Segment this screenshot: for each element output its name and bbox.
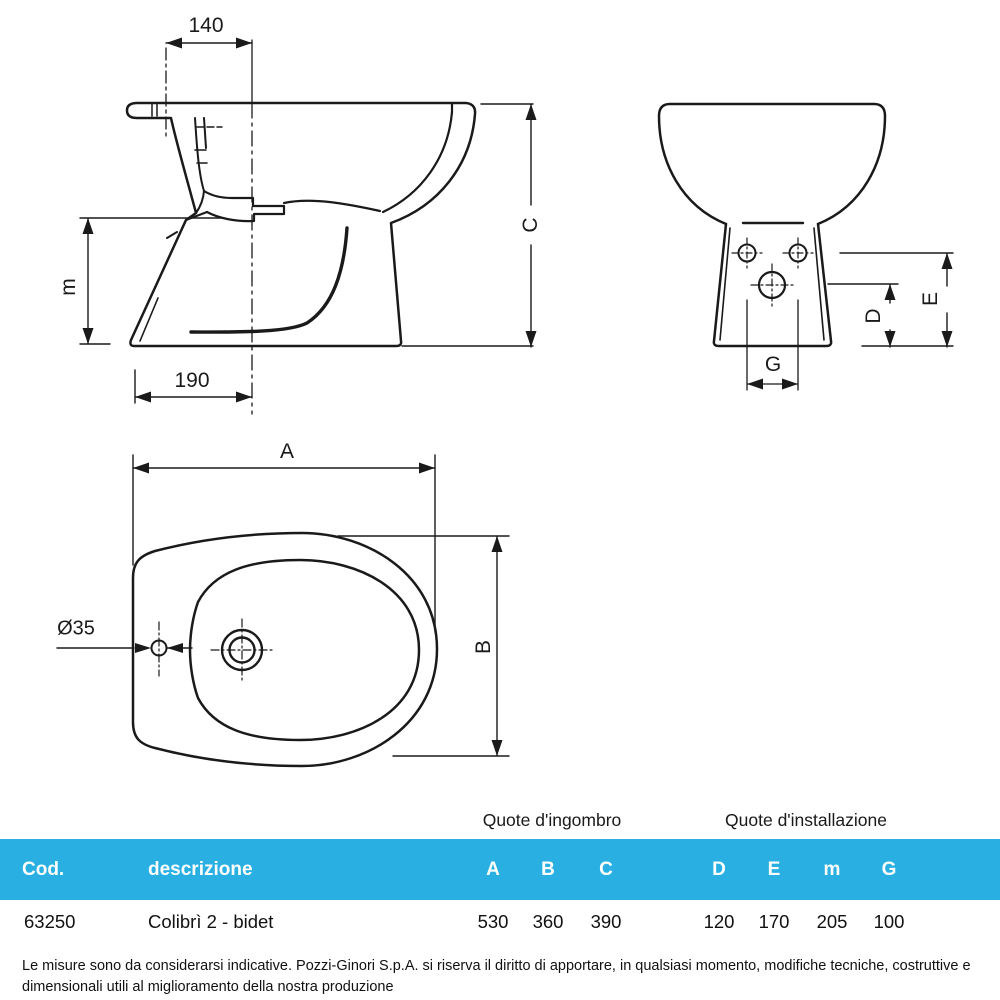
col-header-m: m (823, 859, 841, 880)
dim-label-E: E (919, 291, 942, 307)
cell-m: 205 (816, 911, 848, 932)
col-header-c: C (599, 859, 613, 880)
group-header-installazione: Quote d'installazione (725, 810, 887, 830)
dim-label-m: m (57, 278, 80, 296)
dim-label-A: A (279, 440, 295, 463)
table-header-row (0, 839, 1000, 900)
col-header-d: D (712, 859, 726, 880)
dim-label-190: 190 (174, 369, 210, 392)
cell-e: 170 (758, 911, 790, 932)
cell-c: 390 (590, 911, 622, 932)
dim-label-D: D (862, 308, 885, 324)
disclaimer-note: Le misure sono da considerarsi indicative. Pozzi-Ginori S.p.A. si riserva il diritto di apportare, in qualsiasi momento, modifiche tecniche, costruttive e dimensionali utili al miglioramento della nostra produzione (22, 958, 971, 995)
cell-b: 360 (532, 911, 564, 932)
back-view (659, 104, 953, 390)
dim-label-G: G (764, 353, 782, 376)
col-header-b: B (541, 859, 555, 880)
table-row (0, 900, 1000, 944)
dim-label-B: B (472, 639, 495, 655)
cell-cod: 63250 (24, 911, 76, 932)
side-section-view (80, 38, 537, 415)
top-view (57, 455, 509, 766)
group-header-ingombro: Quote d'ingombro (482, 810, 622, 830)
col-header-cod: Cod. (22, 859, 65, 880)
col-header-e: E (767, 859, 781, 880)
cell-descrizione: Colibrì 2 - bidet (148, 911, 274, 932)
dim-label-140: 140 (188, 14, 224, 37)
col-header-g: G (881, 859, 897, 880)
dim-label-diameter-35: Ø35 (57, 617, 95, 640)
cell-g: 100 (873, 911, 905, 932)
cell-a: 530 (477, 911, 509, 932)
col-header-a: A (486, 859, 500, 880)
dim-label-C: C (519, 217, 542, 233)
col-header-descrizione: descrizione (148, 859, 253, 880)
cell-d: 120 (703, 911, 735, 932)
